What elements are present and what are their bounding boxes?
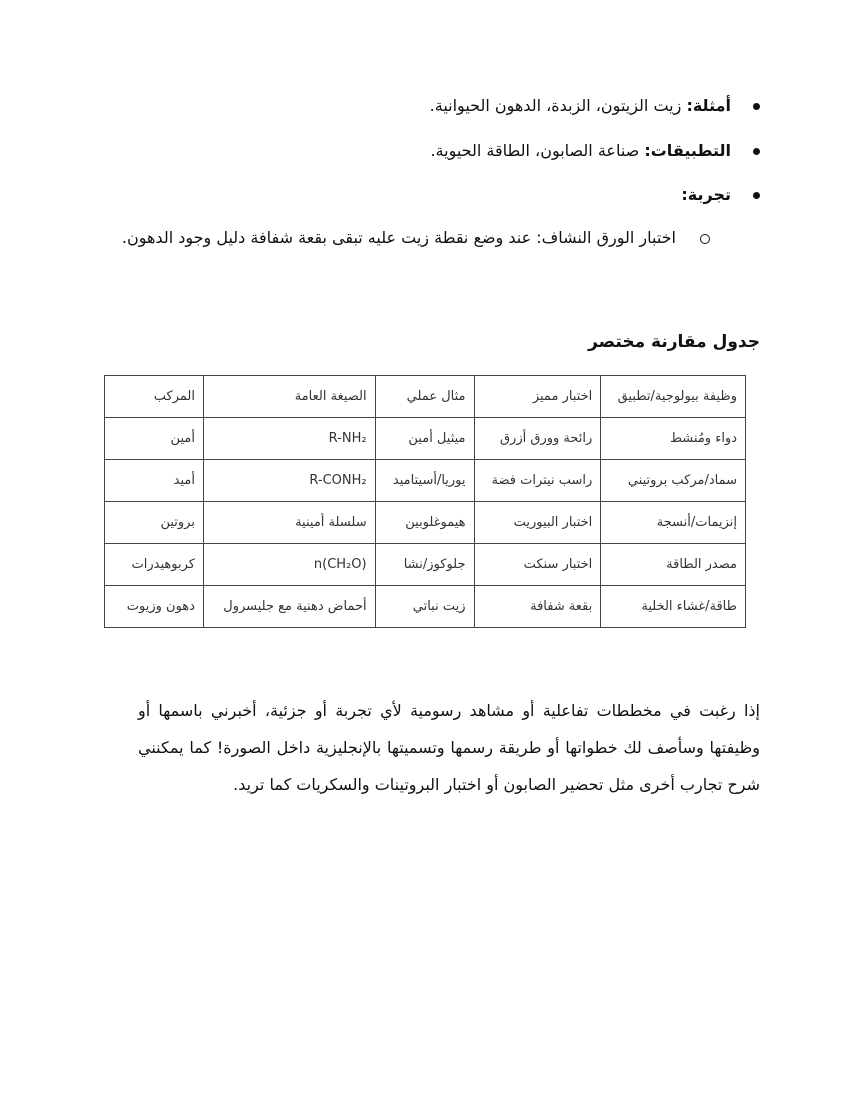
table-cell: بروتين — [105, 502, 204, 544]
table-cell: R-NH₂ — [203, 418, 375, 460]
bullet-label: أمثلة: — [686, 96, 731, 115]
table-cell: هيموغلوبين — [375, 502, 474, 544]
bullet-text: صناعة الصابون، الطاقة الحيوية. — [430, 141, 645, 160]
bullet-dot-icon — [753, 148, 760, 155]
table-cell: أحماض دهنية مع جليسرول — [203, 586, 375, 628]
comparison-table — [104, 375, 746, 628]
bullet-examples — [60, 94, 760, 118]
sub-bullet-text: اختبار الورق النشاف: عند وضع نقطة زيت عليه تبقى بقعة شفافة دليل وجود الدهون. — [121, 228, 676, 247]
table-cell: بقعة شفافة — [474, 586, 601, 628]
table-cell: أمين — [105, 418, 204, 460]
table-row — [105, 502, 746, 544]
table-header-row — [105, 376, 746, 418]
table-cell: ميثيل أمين — [375, 418, 474, 460]
table-cell: جلوكوز/نشا — [375, 544, 474, 586]
header-cell-test: اختبار مميز — [474, 376, 601, 418]
hollow-circle-bullet-icon — [700, 234, 710, 244]
table-row — [105, 544, 746, 586]
table-cell: رائحة وورق أزرق — [474, 418, 601, 460]
table-cell: R-CONH₂ — [203, 460, 375, 502]
table-cell: يوريا/أسيتاميد — [375, 460, 474, 502]
table-cell: راسب نيترات فضة — [474, 460, 601, 502]
table-cell: كربوهيدرات — [105, 544, 204, 586]
table-cell: اختبار البيوريت — [474, 502, 601, 544]
table-cell: دهون وزيوت — [105, 586, 204, 628]
table-cell: مصدر الطاقة — [601, 544, 746, 586]
table-row — [105, 418, 746, 460]
bullet-text: زيت الزيتون، الزبدة، الدهون الحيوانية. — [429, 96, 687, 115]
bullet-experiment — [60, 183, 760, 207]
header-cell-example: مثال عملي — [375, 376, 474, 418]
header-cell-function: وظيفة بيولوجية/تطبيق — [601, 376, 746, 418]
table-cell: إنزيمات/أنسجة — [601, 502, 746, 544]
sub-bullet-blotting-test — [10, 226, 710, 250]
table-cell: أميد — [105, 460, 204, 502]
table-cell: زيت نباتي — [375, 586, 474, 628]
table-cell: (CH₂O)n — [203, 544, 375, 586]
header-cell-formula: الصيغة العامة — [203, 376, 375, 418]
table-cell: سماد/مركب بروتيني — [601, 460, 746, 502]
closing-paragraph: إذا رغبت في مخططات تفاعلية أو مشاهد رسومية لأي تجربة أو جزئية، أخبرني باسمها أو وظيفتها وسأصف لك خطواتها أو طريقة رسمها وتسميتها بالإنجليزية داخل الصورة! كما يمكنني شرح تجارب أخرى مثل تحضير الصابون أو اختبار البروتينات والسكريات كما تريد. — [138, 701, 760, 794]
header-cell-compound: المركب — [105, 376, 204, 418]
table-row — [105, 460, 746, 502]
bullet-dot-icon — [753, 192, 760, 199]
bullet-label: تجربة: — [681, 185, 731, 204]
table-cell: دواء ومُنشط — [601, 418, 746, 460]
bullet-applications — [60, 139, 760, 163]
table-row — [105, 586, 746, 628]
table-title: جدول مقارنة مختصر — [588, 332, 760, 352]
bullet-label: التطبيقات: — [644, 141, 731, 160]
table-cell: طاقة/غشاء الخلية — [601, 586, 746, 628]
bullet-dot-icon — [753, 103, 760, 110]
table-cell: اختبار سنكت — [474, 544, 601, 586]
table-cell: سلسلة أمينية — [203, 502, 375, 544]
